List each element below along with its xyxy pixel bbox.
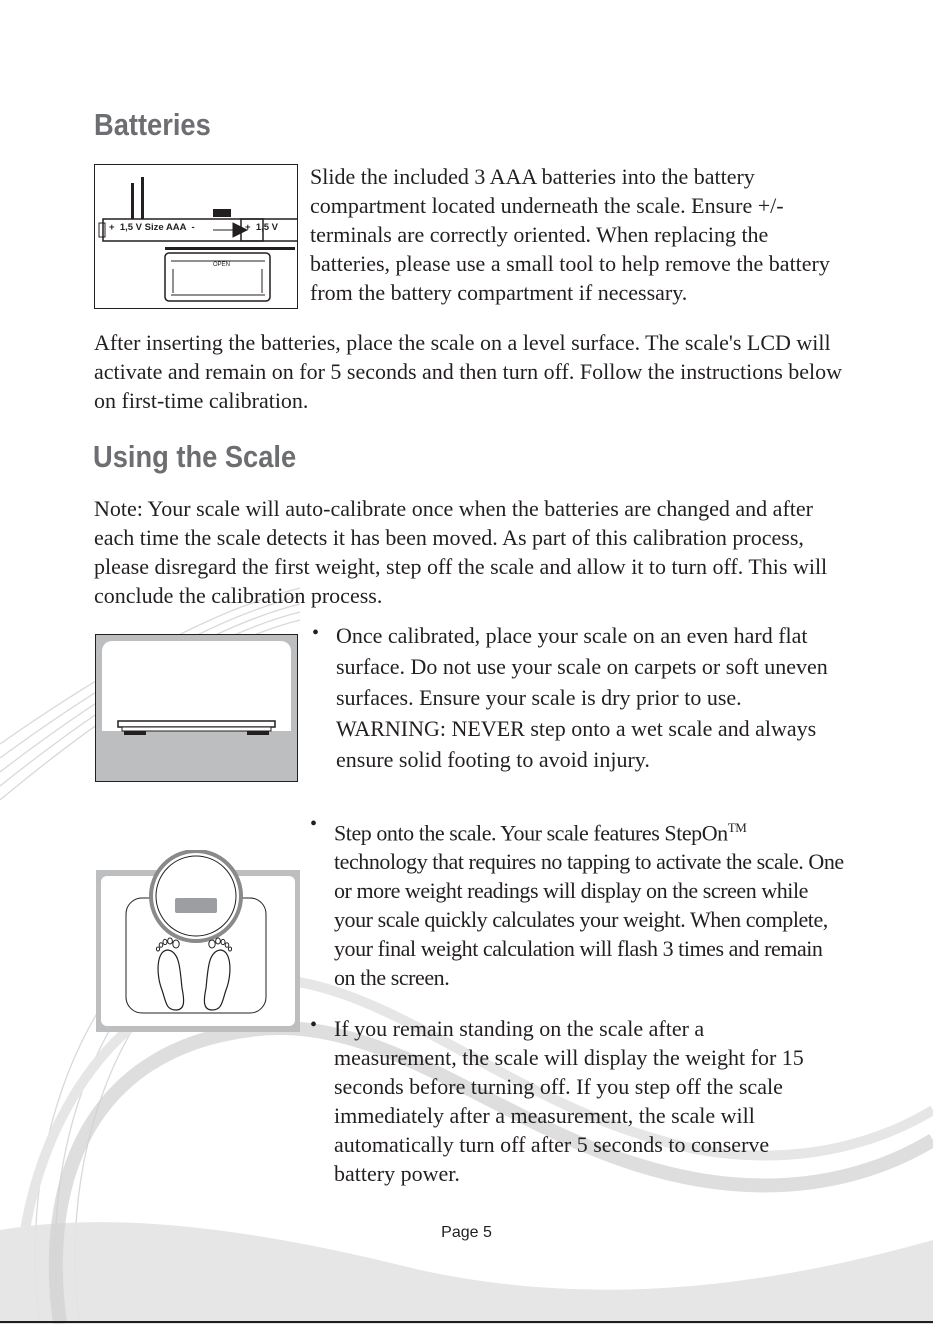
scale-on-surface-image <box>95 634 298 782</box>
batteries-heading: Batteries <box>94 107 211 142</box>
calibration-note-text: Note: Your scale will auto-calibrate once when the batteries are changed and after each time the scale detects it has been moved. As part of this calibration process, please disregard the first weight, step off the scale and allow it to turn off. This will conclude the calibration process. <box>94 496 828 608</box>
bullet-marker: • <box>310 813 318 835</box>
scale-top-view-image <box>96 850 300 1032</box>
bullet-item-calibrated <box>312 620 842 780</box>
bottom-rule <box>0 1321 933 1323</box>
page-number: Page 5 <box>441 1224 492 1241</box>
bullet-text: If you remain standing on the scale after a measurement, the scale will display the weight for 15 seconds before turning off. If you step off the scale immediately after a measurement, the scale will automatically turn off after 5 seconds to conserve battery power. <box>334 1016 804 1186</box>
battery1-label: + 1,5 V Size AAA - <box>109 222 195 233</box>
bullet-text-start: Step onto the scale. Your scale features StepOn <box>334 820 728 846</box>
bullet-item-auto-off <box>310 1014 842 1189</box>
bullet-marker: • <box>310 1014 318 1036</box>
cover-open-label: OPEN <box>213 262 231 268</box>
batteries-after-text: After inserting the batteries, place the scale on a level surface. The scale's LCD will activate and remain on for 5 seconds and then turn off. Follow the instructions below on first-time calibration. <box>94 330 843 413</box>
bullet-marker: • <box>312 622 320 644</box>
bullet-text-end: technology that requires no tapping to activate the scale. One or more weight readings will display on the screen while your scale quickly calculates your weight. When complete, your final weight calculation will flash 3 times and remain on the screen. <box>334 849 844 991</box>
bullet-item-step-on <box>310 813 844 991</box>
battery-compartment-diagram <box>94 164 298 309</box>
trademark-mark: TM <box>727 820 747 835</box>
bullet-text: Once calibrated, place your scale on an even hard flat surface. Do not use your scale on carpets or soft uneven surfaces. Ensure your scale is dry prior to use. WARNING: NEVER step onto a wet scale and always ensure solid footing to avoid injury. <box>336 623 828 772</box>
batteries-intro-text: Slide the included 3 AAA batteries into the battery compartment located underneath the scale. Ensure +/- terminals are correctly oriented. When replacing the batteries, please use a small tool to help remove the battery from the battery compartment if necessary. <box>310 164 830 305</box>
battery2-label: + 1,5 V <box>245 222 279 233</box>
using-scale-heading: Using the Scale <box>93 439 297 474</box>
bullet-text <box>334 813 844 992</box>
